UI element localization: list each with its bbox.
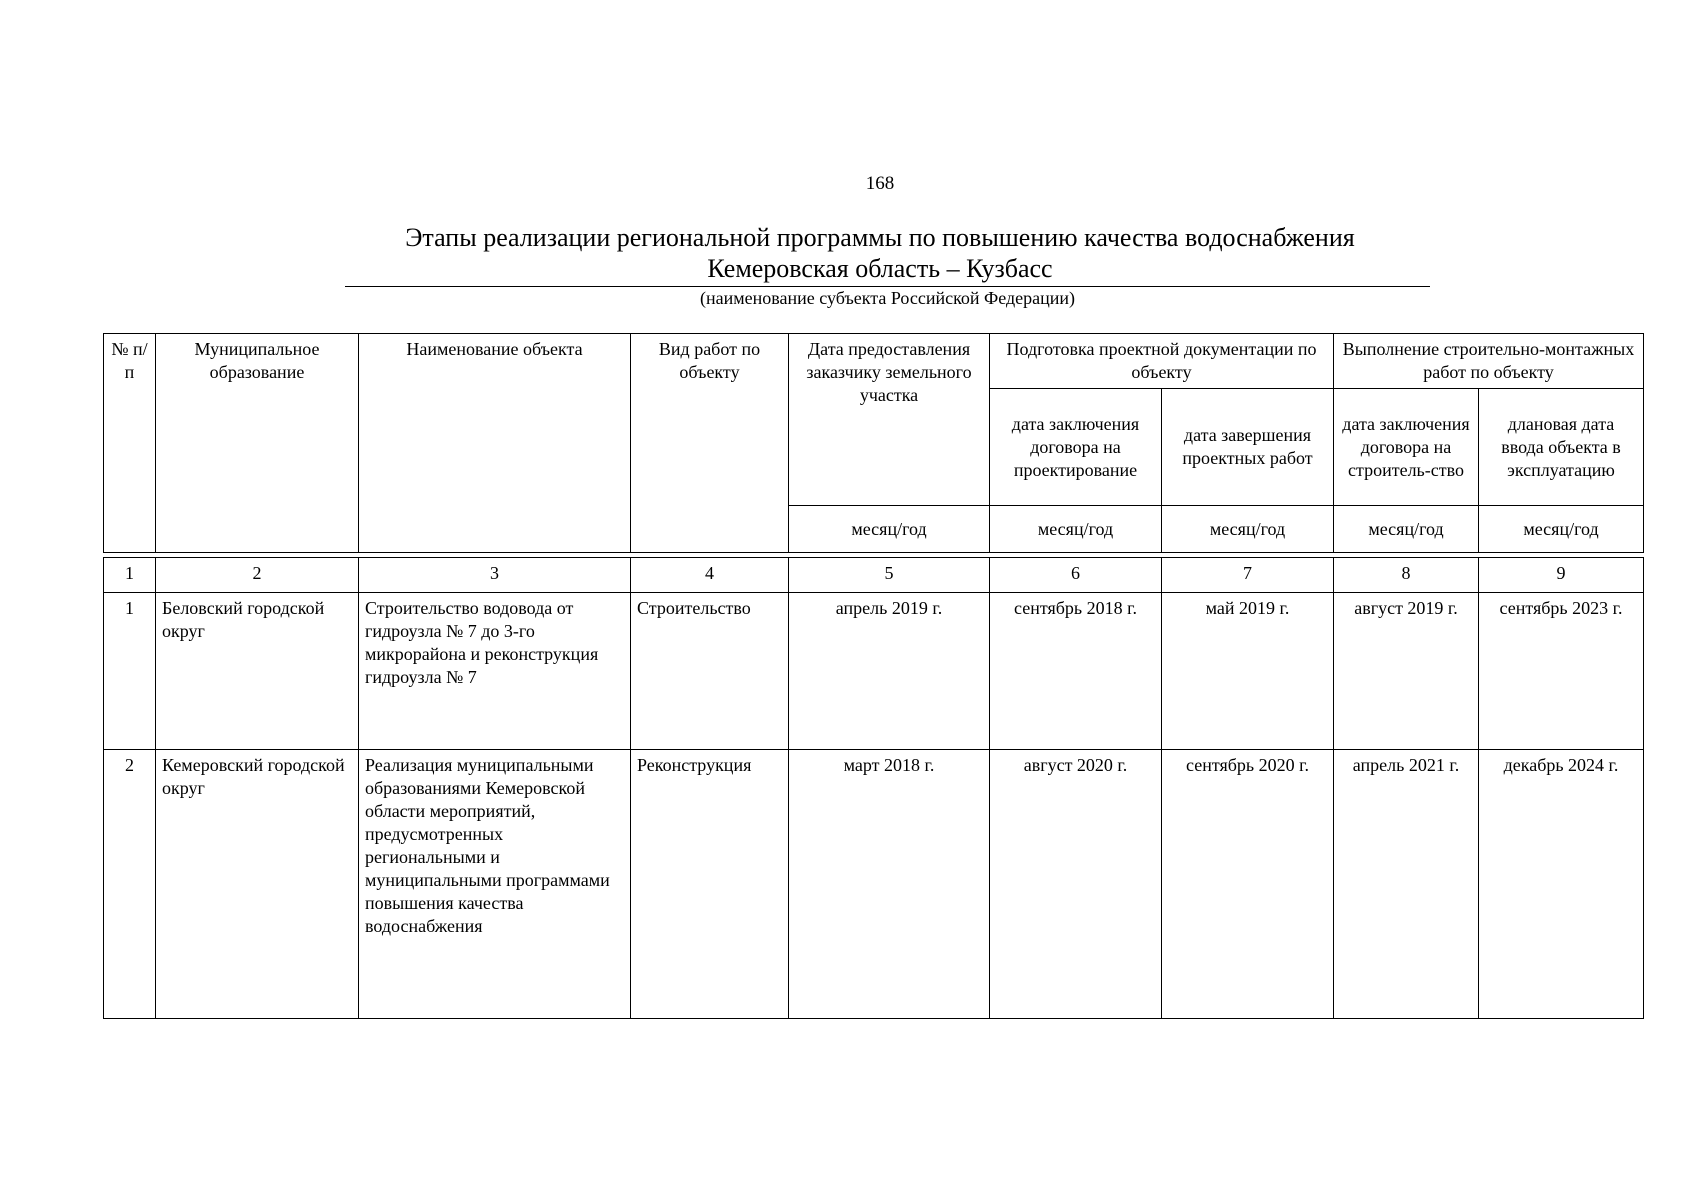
- header-row-1: [104, 334, 1644, 389]
- column-number: 9: [1479, 558, 1644, 593]
- stages-table-container: [103, 333, 1643, 1019]
- row-construction-contract: апрель 2021 г.: [1334, 750, 1479, 1019]
- column-number: 4: [631, 558, 789, 593]
- unit-commission-date: месяц/год: [1479, 506, 1644, 553]
- column-number: 6: [990, 558, 1162, 593]
- unit-land-date: месяц/год: [789, 506, 990, 553]
- header-land-date: Дата предоставления заказчику земельного участка: [789, 334, 990, 506]
- header-design-contract: дата заключения договора на проектирование: [990, 389, 1162, 506]
- header-municipality: Муниципальное образование: [156, 334, 359, 553]
- row-construction-contract: август 2019 г.: [1334, 593, 1479, 750]
- column-number: 8: [1334, 558, 1479, 593]
- header-object-name: Наименование объекта: [359, 334, 631, 553]
- column-number: 2: [156, 558, 359, 593]
- column-numbers-row: [104, 558, 1644, 593]
- row-land-date: апрель 2019 г.: [789, 593, 990, 750]
- unit-construction-contract: месяц/год: [1334, 506, 1479, 553]
- row-design-contract: август 2020 г.: [990, 750, 1162, 1019]
- row-work-type: Реконструкция: [631, 750, 789, 1019]
- header-design-finish: дата завершения проектных работ: [1162, 389, 1334, 506]
- column-number: 7: [1162, 558, 1334, 593]
- row-object-name: Реализация муниципальными образованиями Кемеровской области мероприятий, предусмотренных региональными и муниципальными программами повышения качества водоснабжения: [359, 750, 631, 1019]
- table-row: [104, 750, 1644, 1019]
- row-commission-date: сентябрь 2023 г.: [1479, 593, 1644, 750]
- column-number: 1: [104, 558, 156, 593]
- row-num: 2: [104, 750, 156, 1019]
- document-title: [340, 222, 1420, 284]
- unit-design-finish: месяц/год: [1162, 506, 1334, 553]
- stages-table: [103, 333, 1644, 1019]
- row-object-name: Строительство водовода от гидроузла № 7 до 3-го микрорайона и реконструкция гидроузла № 7: [359, 593, 631, 750]
- row-num: 1: [104, 593, 156, 750]
- header-num: № п/п: [104, 334, 156, 553]
- unit-design-contract: месяц/год: [990, 506, 1162, 553]
- row-municipality: Беловский городской округ: [156, 593, 359, 750]
- column-number: 3: [359, 558, 631, 593]
- row-design-contract: сентябрь 2018 г.: [990, 593, 1162, 750]
- row-commission-date: декабрь 2024 г.: [1479, 750, 1644, 1019]
- header-design-group: Подготовка проектной документации по объекту: [990, 334, 1334, 389]
- row-work-type: Строительство: [631, 593, 789, 750]
- header-construction-contract: дата заключения договора на строитель-ство: [1334, 389, 1479, 506]
- title-line-2: Кемеровская область – Кузбасс: [707, 254, 1053, 283]
- row-design-finish: сентябрь 2020 г.: [1162, 750, 1334, 1019]
- column-number: 5: [789, 558, 990, 593]
- row-design-finish: май 2019 г.: [1162, 593, 1334, 750]
- header-commission-date: длановая дата ввода объекта в эксплуатацию: [1479, 389, 1644, 506]
- page-number: 168: [865, 173, 895, 194]
- title-caption: (наименование субъекта Российской Федерации): [699, 288, 1076, 308]
- header-work-type: Вид работ по объекту: [631, 334, 789, 553]
- table-row: [104, 593, 1644, 750]
- row-municipality: Кемеровский городской округ: [156, 750, 359, 1019]
- header-construction-group: Выполнение строительно-монтажных работ по объекту: [1334, 334, 1644, 389]
- title-line-1: Этапы реализации региональной программы по повышению качества водоснабжения: [405, 223, 1355, 252]
- row-land-date: март 2018 г.: [789, 750, 990, 1019]
- title-underline: [345, 286, 1430, 287]
